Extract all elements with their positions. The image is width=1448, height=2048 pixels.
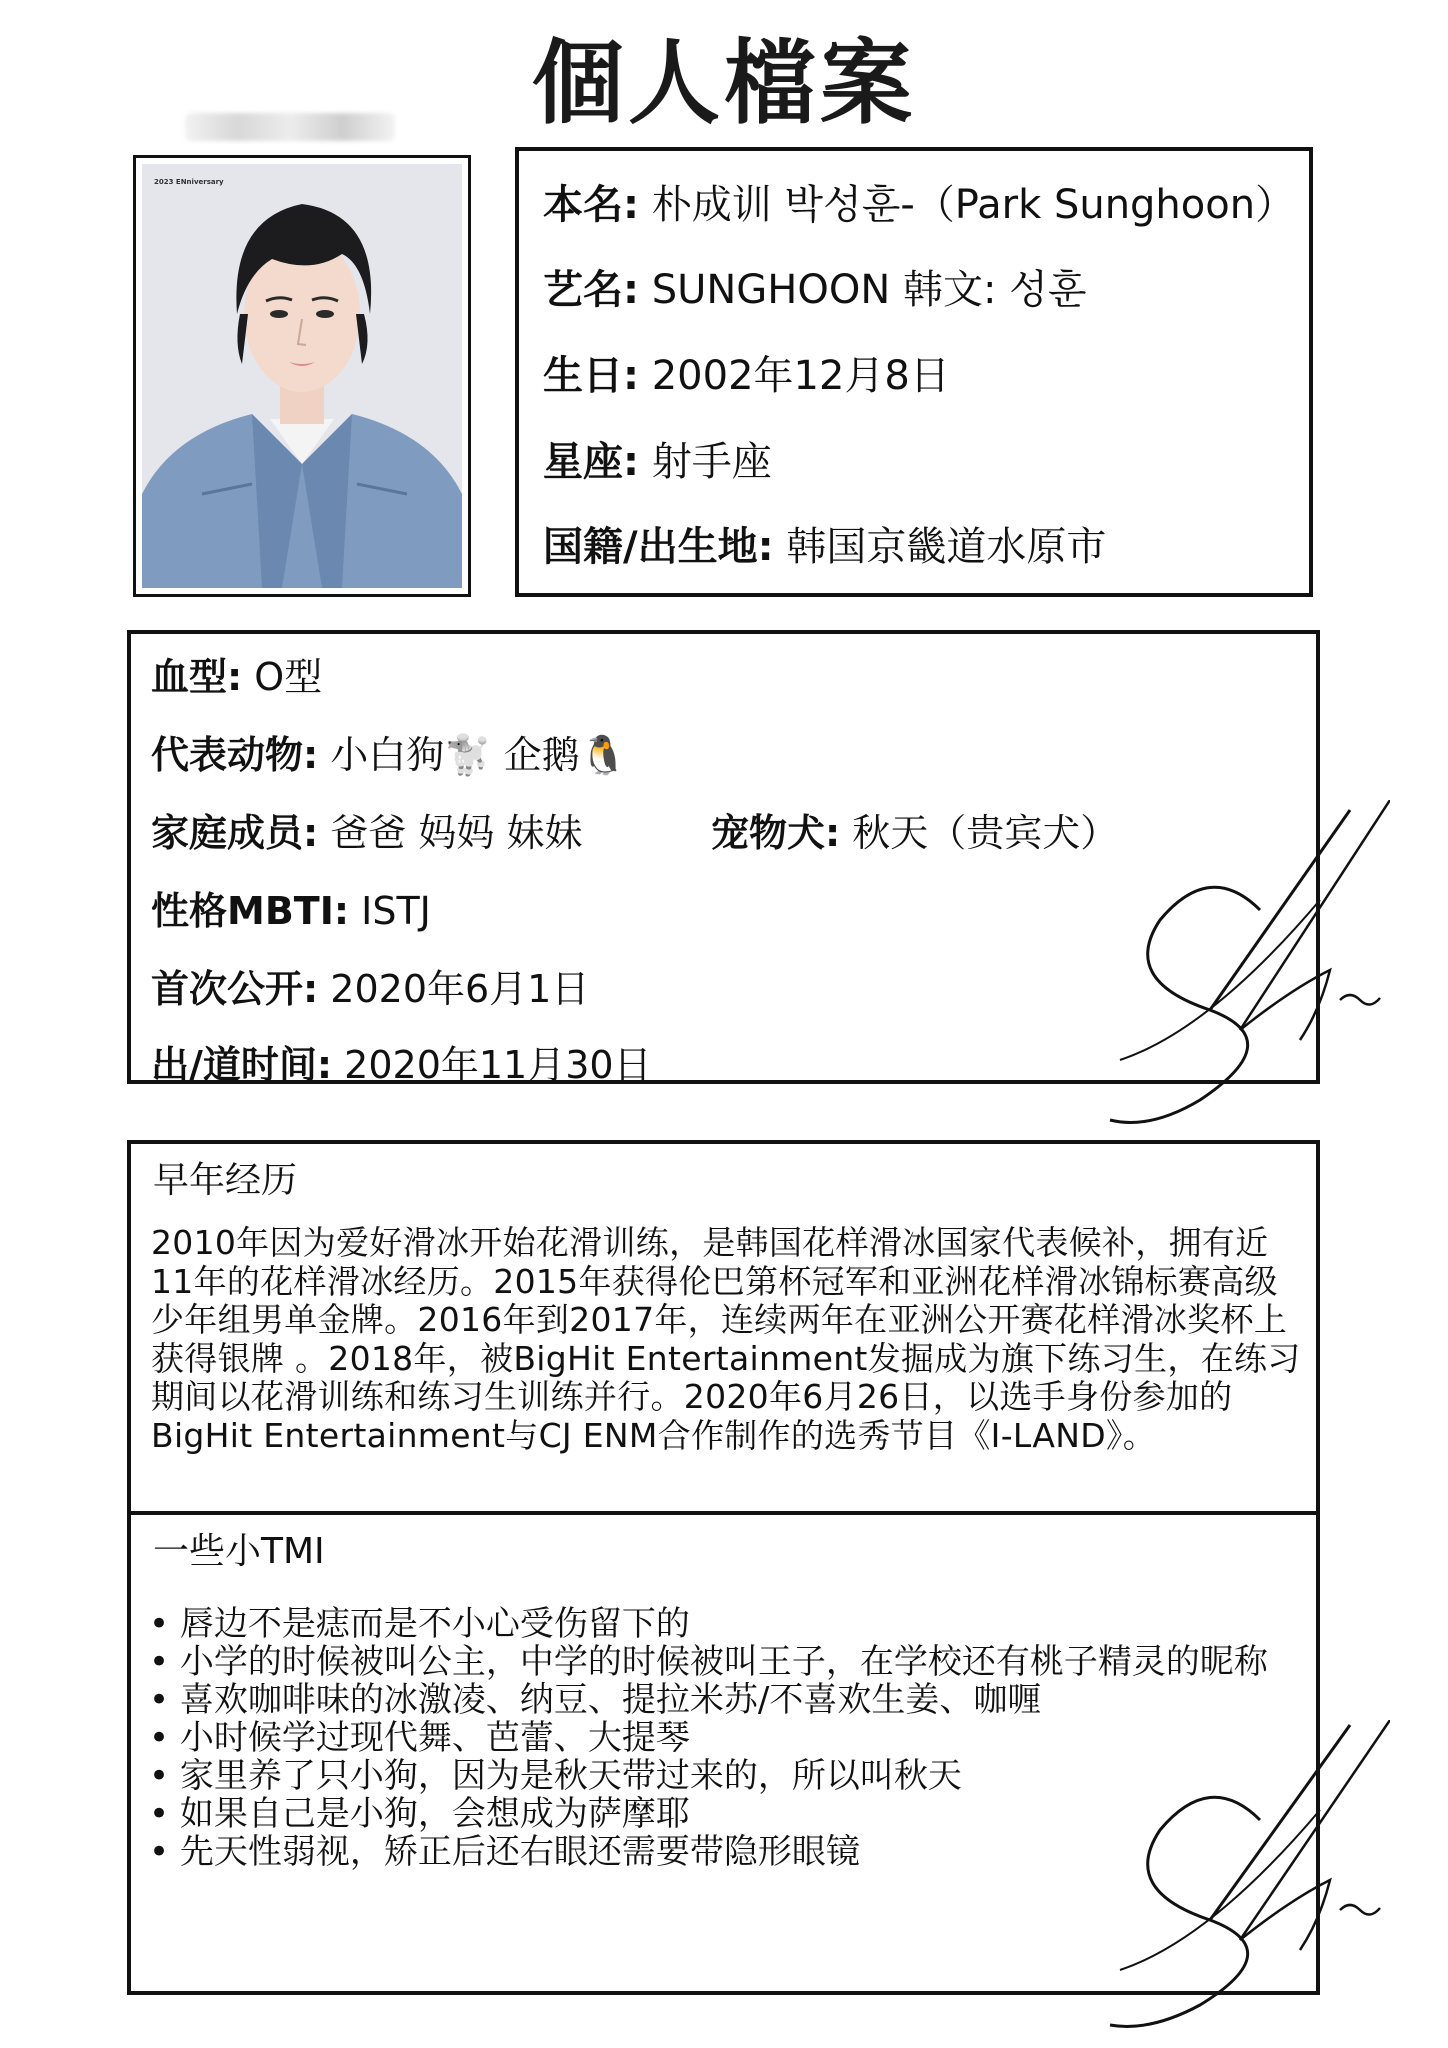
stage-name-row — [543, 258, 1086, 315]
zodiac-label: 星座: — [543, 439, 639, 485]
tmi-item: • 先天性弱视，矫正后还右眼还需要带隐形眼镜 — [149, 1832, 860, 1872]
family-label: 家庭成员: — [151, 811, 319, 855]
name-row — [543, 173, 1295, 230]
profile-photo-frame — [133, 155, 471, 597]
pet-value: 秋天（贵宾犬） — [852, 811, 1119, 855]
early-history-title: 早年经历 — [153, 1160, 298, 1201]
stage-name-label: 艺名: — [543, 267, 639, 313]
first-reveal-row — [151, 958, 589, 1013]
animal-label: 代表动物: — [151, 733, 319, 777]
portrait-illustration — [142, 164, 462, 588]
tmi-item: • 唇边不是痣而是不小心受伤留下的 — [149, 1604, 690, 1644]
nationality-value: 韩国京畿道水原市 — [786, 524, 1107, 570]
tmi-item: • 如果自己是小狗，会想成为萨摩耶 — [149, 1794, 690, 1834]
name-value: 朴成训 박성훈-（Park Sunghoon） — [651, 182, 1296, 228]
birthday-row — [543, 344, 950, 401]
signature-bottom — [1090, 1720, 1390, 2040]
photo-caption: 2023 ENniversary — [154, 178, 224, 186]
signature-top — [1090, 800, 1390, 1140]
first-reveal-value: 2020年6月1日 — [330, 967, 590, 1011]
blood-type-row — [151, 646, 322, 701]
tmi-item: • 小时候学过现代舞、芭蕾、大提琴 — [149, 1718, 690, 1758]
blurred-watermark — [185, 113, 395, 141]
early-history-text: 2010年因为爱好滑冰开始花滑训练，是韩国花样滑冰国家代表候补，拥有近11年的花样滑冰经历。2015年获得伦巴第杯冠军和亚洲花样滑冰锦标赛高级少年组男单金牌。2016年到2017年，连续两年在亚洲公开赛花样滑冰奖杯上获得银牌 。2018年，被BigHit Entertainment发掘成为旗下练习生，在练习期间以花滑训练和练习生训练并行。2020年6月26日，以选手身份参加的BigHit Entertainment与CJ ENM合作制作的选秀节目《I-LAND》。 — [151, 1223, 1301, 1455]
debut-row — [151, 1034, 652, 1089]
family-value: 爸爸 妈妈 妹妹 — [330, 811, 583, 855]
stage-name-value: SUNGHOON 韩文: 성훈 — [651, 267, 1087, 313]
blood-type-label: 血型: — [151, 655, 243, 699]
mbti-label: 性格MBTI: — [151, 889, 350, 933]
nationality-row — [543, 515, 1106, 572]
mbti-row — [151, 880, 431, 935]
debut-value: 2020年11月30日 — [344, 1043, 652, 1087]
family-row — [151, 802, 582, 857]
early-history-box — [127, 1140, 1320, 1514]
zodiac-value: 射手座 — [651, 439, 772, 485]
tmi-item: • 喜欢咖啡味的冰激凌、纳豆、提拉米苏/不喜欢生姜、咖喱 — [149, 1680, 1042, 1720]
pet-row — [711, 802, 1118, 857]
birthday-value: 2002年12月8日 — [651, 353, 950, 399]
tmi-title: 一些小TMI — [153, 1531, 325, 1572]
first-reveal-label: 首次公开: — [151, 967, 319, 1011]
mbti-value: ISTJ — [361, 889, 431, 933]
zodiac-row — [543, 430, 772, 487]
basic-info-box — [515, 147, 1313, 597]
pet-label: 宠物犬: — [711, 811, 841, 855]
name-label: 本名: — [543, 182, 639, 228]
blood-type-value: O型 — [254, 655, 323, 699]
animal-value: 小白狗🐩 企鹅🐧 — [330, 733, 628, 777]
tmi-item: • 小学的时候被叫公主，中学的时候被叫王子，在学校还有桃子精灵的昵称 — [149, 1642, 1268, 1682]
animal-row — [151, 724, 627, 779]
page-title: 個人檔案 — [531, 29, 916, 137]
nationality-label: 国籍/出生地: — [543, 524, 774, 570]
tmi-item: • 家里养了只小狗，因为是秋天带过来的，所以叫秋天 — [149, 1756, 962, 1796]
debut-label: 出/道时间: — [151, 1043, 333, 1087]
profile-photo — [142, 164, 462, 588]
birthday-label: 生日: — [543, 353, 639, 399]
